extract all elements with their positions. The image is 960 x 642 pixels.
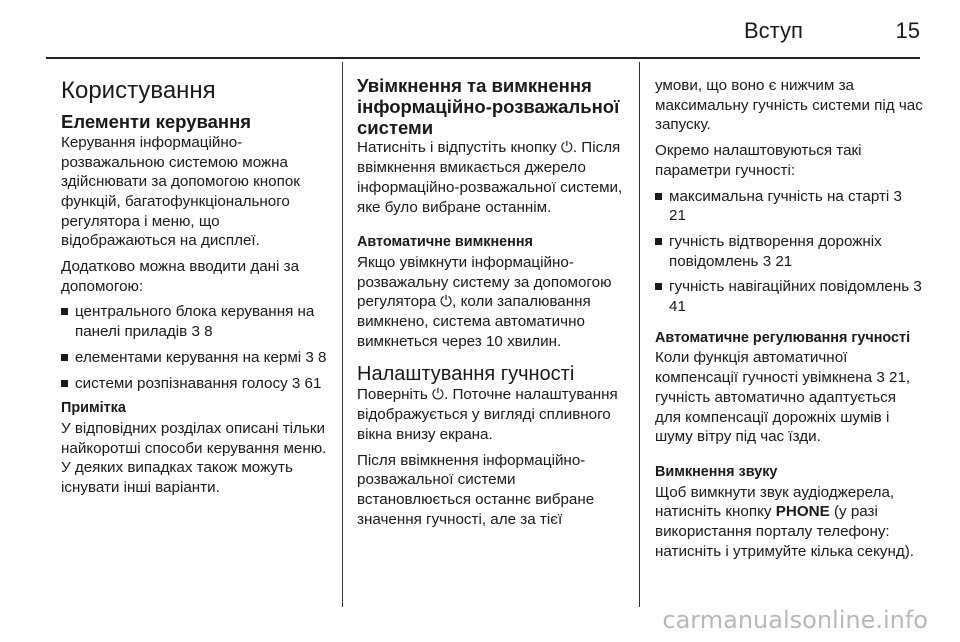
- subheading-auto-volume: Автоматичне регулювання гучності: [655, 329, 911, 346]
- column-divider-1: [342, 62, 343, 607]
- subheading-auto-off: Автоматичне вимкнення: [357, 234, 533, 251]
- subheading-mute: Вимкнення звуку: [655, 463, 778, 480]
- paragraph: Натисніть і відпустіть кнопку ⏻. Після ввімкнення вмикається джерело інформаційно-розважальної системи, яке було вибране останнім.: [357, 139, 623, 216]
- note-title: Примітка: [61, 400, 126, 417]
- paragraph: Поверніть ⏻. Поточне налаштування відображується у вигляді спливного вікна внизу екрана.: [357, 386, 618, 443]
- paragraph: Після ввімкнення інформаційно-розважальної системи встановлюється останнє вибране значення гучності, але за тієї: [357, 451, 595, 528]
- text-part: Щоб вимкнути звук аудіоджерела, натисніть кнопку: [655, 483, 895, 521]
- page-header-title: Вступ: [744, 18, 803, 43]
- column-2: [357, 62, 625, 529]
- column-divider-2: [639, 62, 640, 607]
- text-part: (у разі використання порталу телефону: натисніть і утримуйте кілька секунд).: [655, 503, 915, 560]
- header-rule: [46, 57, 920, 59]
- paragraph: Окремо налаштовуються такі параметри гучності:: [655, 142, 862, 179]
- column-3: [655, 62, 923, 561]
- list-item: гучність відтворення дорожніх повідомлень 3 21: [655, 232, 923, 271]
- list-item: елементами керування на кермі 3 8: [61, 348, 331, 368]
- page-number: 15: [895, 18, 920, 43]
- list-item: гучність навігаційних повідомлень 3 41: [655, 277, 923, 316]
- phone-button-label: PHONE: [775, 503, 830, 521]
- subsection-title-power: Увімкнення та вимкнення інформаційно-розважальної системи: [357, 75, 620, 138]
- subsection-title-controls: Елементи керування: [61, 111, 252, 132]
- bullet-list: [655, 187, 923, 317]
- list-item: центрального блока керування на панелі приладів 3 8: [61, 302, 331, 341]
- paragraph: Керування інформаційно-розважальною системою можна здійснювати за допомогою кнопок функцій, багатофункціонального регулятора і меню, що відображаються на дисплеї.: [61, 133, 300, 250]
- column-1: [61, 62, 331, 498]
- subsection-title-volume: Налаштування гучності: [357, 363, 575, 386]
- note-text: У відповідних розділах описані тільки найкоротші способи керування меню. У деяких випадках також можуть існувати інші варіанти.: [61, 419, 327, 497]
- paragraph: Якщо увімкнути інформаційно-розважальну систему за допомогою регулятора ⏻, коли запалювання вимкнено, система автоматично вимкнеться через 10 хвилин.: [357, 253, 612, 350]
- note: [61, 399, 331, 498]
- section-title: Користування: [61, 77, 216, 104]
- paragraph: [655, 483, 923, 562]
- list-item: максимальна гучність на старті 3 21: [655, 187, 923, 226]
- paragraph: Коли функція автоматичної компенсації гучності увімкнена 3 21, гучність автоматично адаптується для компенсації дорожніх шумів і шуму вітру під час їзди.: [655, 349, 911, 446]
- paragraph: Додатково можна вводити дані за допомогою:: [61, 258, 300, 295]
- watermark: carmanualsonline.info: [662, 606, 928, 634]
- paragraph: умови, що воно є нижчим за максимальну гучність системи під час запуску.: [655, 77, 923, 134]
- bullet-list: [61, 302, 331, 393]
- list-item: системи розпізнавання голосу 3 61: [61, 374, 331, 394]
